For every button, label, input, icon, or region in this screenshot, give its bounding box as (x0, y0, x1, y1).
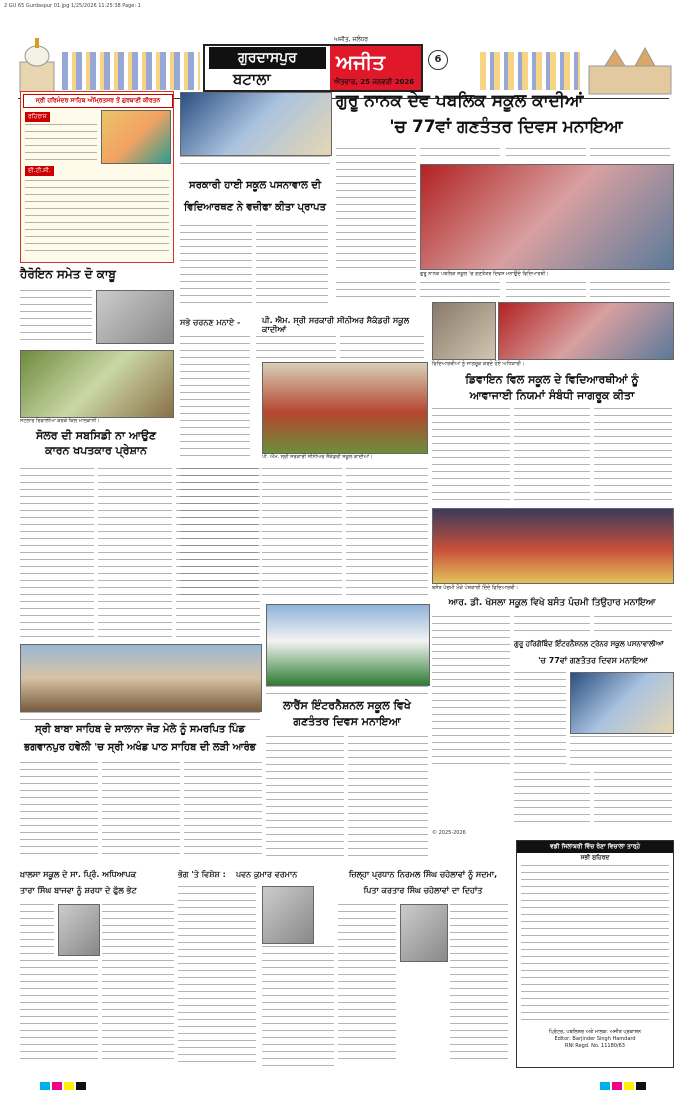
mela-photo (20, 644, 262, 712)
body-school-visit-2 (256, 225, 328, 305)
body-lead-7 (506, 282, 586, 300)
body-mela-3 (184, 762, 262, 860)
logo-batala: ਬਟਾਲਾ (233, 70, 271, 88)
headline-gurbakhsh-2: 'ਚ 77ਵਾਂ ਗਣਤੰਤਰ ਦਿਵਸ ਮਨਾਇਆ (538, 656, 648, 665)
headline-lawrence-1: ਲਾਰੈਂਸ ਇੰਟਰਨੈਸ਼ਨਲ ਸਕੂਲ ਵਿਖੇ (283, 699, 411, 712)
lawrence-photo (266, 604, 430, 686)
body-kaushal-2 (514, 616, 590, 634)
body-gurbakhsh-4 (594, 772, 672, 822)
headline-solar-2: ਕਾਰਨ ਖਪਤਕਾਰ ਪ੍ਰੇਸ਼ਾਨ (45, 444, 147, 457)
headline-school-visit-2: ਵਿਦਿਆਰਥਣ ਨੇ ਵਜ਼ੀਫਾ ਕੀਤਾ ਪ੍ਰਾਪਤ (183, 202, 327, 213)
bhog-kicker: ਭੋਗ 'ਤੇ ਵਿਸ਼ੇਸ਼ : (178, 870, 226, 879)
body-kaushal-3 (594, 616, 672, 634)
body-condolence-2 (450, 904, 508, 1064)
body-mela-1 (20, 762, 98, 860)
headline-pm-shri: ਪੀ. ਐਮ. ਸ੍ਰੀ ਸਰਕਾਰੀ ਸੀਨੀਅਰ ਸੈਕੰਡਰੀ ਸਕੂਲ ਕਾਦੀਆਂ (262, 316, 410, 335)
headline-mela-1: ਸ੍ਰੀ ਬਾਬਾ ਸਾਹਿਬ ਦੇ ਸਾਲਾਨਾ ਜੋੜ ਮੇਲੇ ਨੂੰ ਸਮਰਪਿਤ ਪਿੰਡ (35, 724, 245, 735)
page-number-badge: 6 (428, 50, 448, 70)
body-lead-1 (336, 148, 416, 268)
pm-shri-kicker: ਸਭੇ ਚਰਨਣ ਮਨਾਏ - (180, 318, 241, 327)
condolence-portrait (400, 904, 448, 962)
body-lead-2 (420, 148, 500, 160)
bhog-portrait (262, 886, 314, 944)
temple-illustration (585, 42, 675, 96)
heroin-photo (96, 290, 174, 344)
headline-traffic-2: ਆਵਾਜਾਈ ਨਿਯਮਾਂ ਸੰਬੰਧੀ ਜਾਗਰੂਕ ਕੀਤਾ (469, 389, 635, 402)
body-kaushal-1 (432, 616, 510, 766)
school-group-photo (180, 92, 332, 156)
headline-lawrence-2: ਗਣਤੰਤਰ ਦਿਵਸ ਮਨਾਇਆ (293, 715, 401, 728)
body-heroin-1 (20, 290, 92, 330)
kirtan-title: ਸ੍ਰੀ ਹਰਿਮੰਦਰ ਸਾਹਿਬ ਅੰਮ੍ਰਿਤਸਰ ਤੋਂ ਗੁਰਬਾਣੀ ਕੀਰਤਨ (23, 94, 173, 108)
khalsa-portrait (58, 904, 100, 956)
body-gurbakhsh-2 (570, 736, 672, 768)
box-subtitle: ਸਭੀ ਸੁਹਿਰਦ (580, 854, 610, 861)
bhog-name: ਪਵਨ ਕੁਮਾਰ ਵਰਮਾਨ (236, 870, 298, 879)
box-text (521, 865, 669, 1025)
headline-khalsa-2: ਤਾਰਾ ਸਿੰਘ ਬਾਜਵਾ ਨੂੰ ਸ਼ਰਧਾ ਦੇ ਫੁੱਲ ਭੇਟ (20, 886, 137, 895)
body-traffic-3 (594, 408, 672, 504)
logo-gurdaspur: ਗੁਰਦਾਸਪੁਰ (209, 47, 326, 69)
print-slug: 2 GU 65 Gurdaspur 01.jpg 1/25/2026 11:25:38 Page: 1 (4, 3, 141, 9)
traffic-photo-2 (498, 302, 674, 360)
caption-mela (20, 712, 260, 720)
kirtan-label-2: ਈ.ਟੀ.ਸੀ. (25, 166, 54, 176)
gurbakhsh-photo (570, 672, 674, 734)
golden-temple-photo (101, 110, 171, 164)
gurudwara-illustration (14, 34, 60, 94)
caption-lawrence (266, 686, 428, 696)
caption-dance: ਬਸੰਤ ਪੰਚਮੀ ਮੌਕੇ ਪੇਸ਼ਕਾਰੀ ਦਿੰਦੇ ਵਿਦਿਆਰਥੀ। (432, 585, 519, 591)
solar-photo (20, 350, 174, 418)
body-heroin-2 (20, 332, 92, 342)
headline-condolence-2: ਪਿਤਾ ਕਰਤਾਰ ਸਿੰਘ ਚਹੇਲਾਵਾਂ ਦਾ ਦਿਹਾਂਤ (363, 886, 483, 895)
body-pm-shri-5 (346, 468, 428, 598)
copyright: © 2025-2026 (432, 830, 466, 836)
body-lawrence-1 (266, 736, 344, 856)
headline-heroin: ਹੈਰੋਇਨ ਸਮੇਤ ਦੋ ਕਾਬੂ (20, 267, 116, 281)
decorative-band-right (480, 52, 580, 90)
body-lead-5 (336, 282, 416, 300)
body-gurbakhsh-3 (514, 772, 590, 822)
footer-line-2: Editor: Barjinder Singh Hamdard (554, 1036, 636, 1042)
headline-kaushal: ਆਰ. ਡੀ. ਖੋਸਲਾ ਸਕੂਲ ਵਿਖੇ ਬਸੰਤ ਪੰਚਮੀ ਤਿਉਹਾਰ ਮਨਾਇਆ (448, 598, 656, 608)
caption-pm-shri: ਪੀ. ਐਮ. ਸ੍ਰੀ ਸਰਕਾਰੀ ਸੀਨੀਅਰ ਸੈਕੰਡਰੀ ਸਕੂਲ ਕਾਦੀਆਂ। (262, 454, 373, 460)
headline-khalsa-1: ਖ਼ਾਲਸਾ ਸਕੂਲ ਦੇ ਸਾ. ਪ੍ਰਿੰ. ਅਧਿਆਪਕ (20, 870, 137, 879)
lead-headline-2: 'ਚ 77ਵਾਂ ਗਣਤੰਤਰ ਦਿਵਸ ਮਨਾਇਆ (389, 117, 623, 137)
caption-solar: ਸਟਲਾਰ ਰਿਵਾਲੀਆ ਕਰਕੇ ਕਿਲ ਮਾਲਕਾਨੀ। (20, 418, 100, 424)
body-bhog-2 (262, 946, 334, 1066)
headline-condolence-1: ਜ਼ਿਲ੍ਹਾ ਪ੍ਰਧਾਨ ਨਿਰਮਲ ਸਿੰਘ ਚਹੇਲਾਵਾਂ ਨੂੰ ਸਦਮਾ, (348, 870, 498, 879)
headline-traffic-1: ਡਿਵਾਇਨ ਵਿਲ ਸਕੂਲ ਦੇ ਵਿਦਿਆਰਥੀਆਂ ਨੂੰ (465, 373, 639, 386)
sub-edition: ਅਜੀਤ, ਜਲੰਧਰ (334, 36, 369, 43)
body-bhog-1 (178, 886, 256, 1066)
decorative-band-left (62, 52, 200, 90)
traffic-photo-1 (432, 302, 496, 360)
body-condolence-1 (338, 904, 396, 1064)
kirtan-text-2 (25, 180, 169, 256)
body-lead-4 (590, 148, 670, 160)
lead-headline-1: ਗੁਰੂ ਨਾਨਕ ਦੇਵ ਪਬਲਿਕ ਸਕੂਲ ਕਾਦੀਆਂ (336, 91, 584, 111)
body-mela-2 (102, 762, 180, 860)
announcement-box (516, 840, 674, 1068)
box-title: ਵਡੀ ਜਿਲਾਬਰੀ ਵਿੱਚ ਰੋਣਾ ਵਿਚਾਲਾ ਤਾਰ੍ਹੇ (517, 841, 673, 853)
body-traffic-1 (432, 408, 510, 504)
footer-line-3: RNI Regd. No. 11180/63 (565, 1043, 625, 1049)
kirtan-label-1: ਰਹਿਰਾਸ (25, 112, 50, 122)
headline-school-visit-1: ਸਰਕਾਰੀ ਹਾਈ ਸਕੂਲ ਪਸਨਾਵਾਲ ਦੀ (189, 180, 321, 191)
body-lawrence-2 (348, 736, 428, 856)
body-solar-2 (98, 468, 172, 640)
caption-school-group (180, 156, 330, 168)
body-khalsa-1 (20, 904, 54, 956)
body-pm-shri-3 (340, 336, 424, 360)
logo-ajit: ਅਜੀਤ (336, 50, 386, 74)
body-pm-shri-2 (256, 336, 336, 360)
kirtan-box (20, 91, 174, 263)
body-lead-6 (420, 282, 500, 300)
body-lead-3 (506, 148, 586, 160)
footer-line-1: ਪ੍ਰਿੰਟਰ, ਪਬਲਿਸ਼ਰ ਅਤੇ ਮਾਲਕ: ਅਜੀਤ ਪ੍ਰਕਾਸ਼ਨ (548, 1029, 642, 1035)
pm-shri-school-photo (262, 362, 428, 454)
body-pm-shri-1 (180, 336, 250, 456)
registration-bar (0, 1077, 687, 1089)
caption-lead: ਗੁਰੂ ਨਾਨਕ ਪਬਲਿਕ ਸਕੂਲ 'ਚ ਗਣਤੰਤਰ ਦਿਵਸ ਮਨਾਉਂਦੇ ਵਿਦਿਆਰਥੀ। (420, 271, 549, 277)
body-pm-shri-6 (180, 468, 258, 598)
body-pm-shri-4 (262, 468, 342, 598)
headline-solar-1: ਸੋਲਰ ਦੀ ਸਬਸਿਡੀ ਨਾ ਆਉਣ (35, 429, 157, 442)
body-school-visit-1 (180, 225, 252, 305)
caption-traffic: ਵਿਦਿਆਰਥੀਆਂ ਨੂੰ ਜਾਗਰੂਕ ਕਰਦੇ ਹੋਏ ਅਧਿਕਾਰੀ। (432, 361, 525, 367)
body-solar-1 (20, 468, 94, 640)
lead-photo (420, 164, 674, 270)
body-gurbakhsh-1 (514, 672, 566, 768)
headline-gurbakhsh-1: ਗੁਰੂ ਹਰਿਗੋਬਿੰਦ ਇੰਟਰਨੈਸ਼ਨਲ ਟ੍ਰੇਨਰ ਸਕੂਲ ਪਸਨਾਵਾਲੀਆਂ (514, 640, 664, 648)
body-khalsa-2 (102, 904, 174, 1064)
body-traffic-2 (514, 408, 590, 504)
headline-mela-2: ਭਗਵਾਨਪੁਰ ਹਵੇਲੀ 'ਚ ਸ੍ਰੀ ਅਖੰਡ ਪਾਠ ਸਾਹਿਬ ਦੀ ਲੜੀ ਆਰੰਭ (24, 742, 256, 753)
body-lead-8 (590, 282, 670, 300)
edition-date: ਐਤਵਾਰ, 25 ਜਨਵਰੀ 2026 (334, 78, 415, 86)
dance-photo (432, 508, 674, 584)
kirtan-text (25, 124, 97, 162)
body-khalsa-3 (20, 960, 98, 1064)
